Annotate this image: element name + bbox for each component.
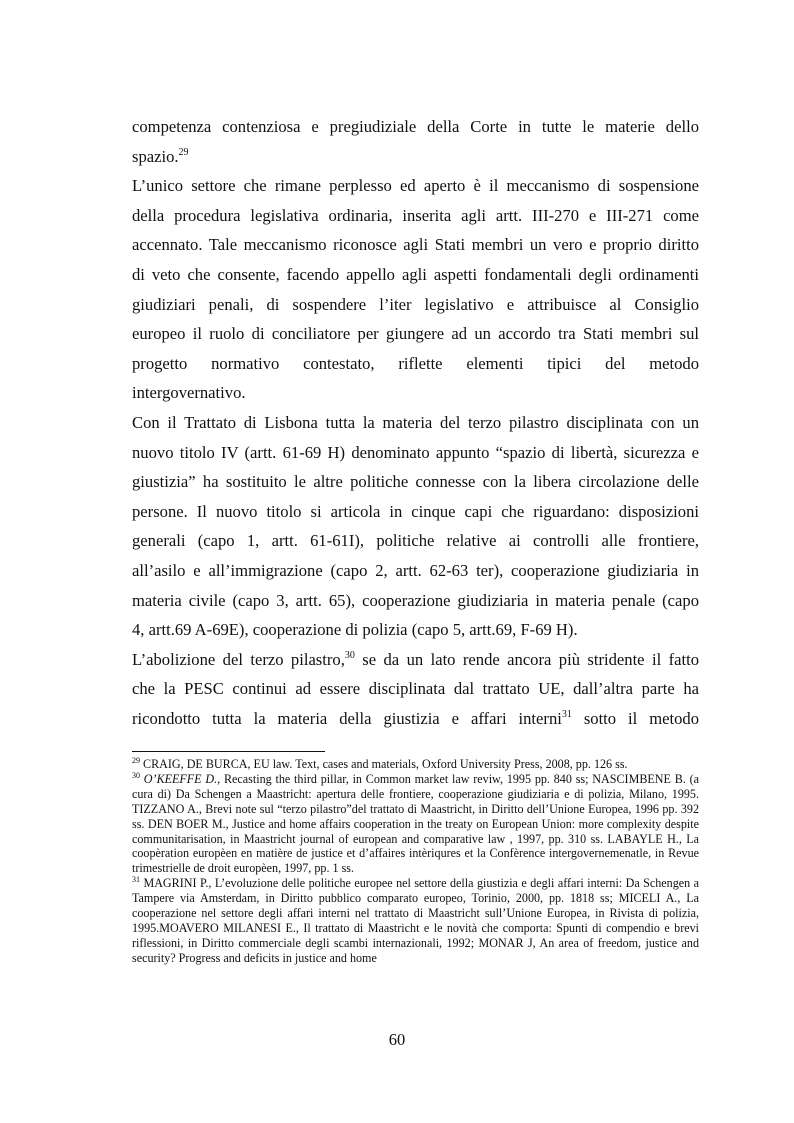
footnotes xyxy=(132,757,699,966)
line-text: spazio. xyxy=(132,146,179,166)
paragraph-1 xyxy=(132,112,699,171)
line: europeo il ruolo di conciliatore per giungere ad un accordo tra Stati membri sul xyxy=(132,324,699,344)
footnote-number: 30 xyxy=(132,770,140,780)
line: di veto che consente, facendo appello agli aspetti fondamentali degli ordinamenti xyxy=(132,264,699,284)
footnote-number: 29 xyxy=(132,756,140,765)
line xyxy=(132,704,699,734)
line-text: sotto il metodo xyxy=(571,708,699,728)
footnote-text: MAGRINI P., L’evoluzione delle politiche europee nel settore della giustizia e degli affari interni: Da Schengen a Tampere via Amsterdam, in Diritto pubblico comparato europeo, Torinio, 2000, pp. 1818 ss; MICELI A., La cooperazione nel settore degli affari interni nel trattato di Maastricht sull’Unione Europea, in Rivista di polizia, 1995.MOAVERO MILANESI E., Il trattato di Maastricht e le novità che comporta: Spunti di compendio e brevi riflessioni, in Diritto commerciale degli scambi internazionali, 1992; MONAR J, An area of freedom, justice and security? Progress and deficits in justice and home xyxy=(132,876,699,965)
line: giustizia” ha sostituito le altre politiche connesse con la libera circolazione delle xyxy=(132,472,699,492)
line xyxy=(132,645,699,675)
line xyxy=(132,142,699,172)
line: persone. Il nuovo titolo si articola in cinque capi che riguardano: disposizioni xyxy=(132,501,699,521)
line: 4, artt.69 A-69E), cooperazione di polizia (capo 5, artt.69, F-69 H). xyxy=(132,620,578,640)
line-text: L’abolizione del terzo pilastro, xyxy=(132,649,345,669)
line: Con il Trattato di Lisbona tutta la materia del terzo pilastro disciplinata con un xyxy=(132,412,699,432)
line: che la PESC continui ad essere disciplinata dal trattato UE, dall’altra parte ha xyxy=(132,679,699,699)
line: all’asilo e all’immigrazione (capo 2, artt. 62-63 ter), cooperazione giudiziaria in xyxy=(132,560,699,580)
page-number: 60 xyxy=(388,1030,406,1049)
body-text xyxy=(132,112,699,733)
footnote-author: O’KEEFFE D. xyxy=(140,771,218,786)
footnote-30 xyxy=(132,772,699,876)
footnote-number: 31 xyxy=(132,875,140,885)
paragraph-3 xyxy=(132,408,699,645)
line: intergovernativo. xyxy=(132,383,246,403)
line-text: ricondotto tutta la materia della giustizia e affari interni xyxy=(132,708,562,728)
footnote-ref-29: 29 xyxy=(178,146,189,158)
footnote-ref-30: 30 xyxy=(344,649,355,661)
line: competenza contenziosa e pregiudiziale della Corte in tutte le materie dello xyxy=(132,117,699,136)
line: L’unico settore che rimane perplesso ed aperto è il meccanismo di sospensione xyxy=(132,176,699,196)
footnote-separator xyxy=(132,751,325,752)
paragraph-2 xyxy=(132,171,699,408)
footnote-31 xyxy=(132,876,699,965)
line: accennato. Tale meccanismo riconosce agli Stati membri un vero e proprio diritto xyxy=(132,235,699,255)
line: materia civile (capo 3, artt. 65), cooperazione giudiziaria in materia penale (capo xyxy=(132,590,699,610)
footnote-text: , Recasting the third pillar, in Common market law reviw, 1995 pp. 840 ss; NASCIMBENE B. (a cura di) Da Schengen a Maastricht: apertura delle frontiere, cooperazione giudiziaria e di polizia, Milano, 1995. TIZZANO A., Brevi note sul “terzo pilastro”del trattato di Maastricht, in Diritto dell’Unione Europea, 1996 pp. 392 ss. DEN BOER M., Justice and home affairs cooperation in the treaty on European Union: more complexity despite communitarisation, in Maastricht journal of european and comparative law , 1997, pp. 310 ss. LABAYLE H., La coopèration europèen en matière de justice et d’affaires intèriqures et la Confèrence intergovernemenatle, in Revue trimestrielle de droit europèen, 1997, pp. 1 ss. xyxy=(132,771,699,876)
footnote-text: CRAIG, DE BURCA, EU law. Text, cases and materials, Oxford University Press, 2008, pp. 126 ss. xyxy=(140,757,628,771)
line: della procedura legislativa ordinaria, inserita agli artt. III-270 e III-271 come xyxy=(132,205,699,225)
line: progetto normativo contestato, riflette elementi tipici del metodo xyxy=(132,353,699,373)
line: generali (capo 1, artt. 61-61I), politiche relative ai controlli alle frontiere, xyxy=(132,531,699,551)
paragraph-4 xyxy=(132,645,699,734)
footnote-ref-31: 31 xyxy=(561,708,572,720)
line-text: se da un lato rende ancora più stridente il fatto xyxy=(354,649,699,669)
line: giudiziari penali, di sospendere l’iter legislativo e attribuisce al Consiglio xyxy=(132,294,699,314)
footnote-29 xyxy=(132,757,699,772)
line: nuovo titolo IV (artt. 61-69 H) denominato appunto “spazio di libertà, sicurezza e xyxy=(132,442,699,462)
